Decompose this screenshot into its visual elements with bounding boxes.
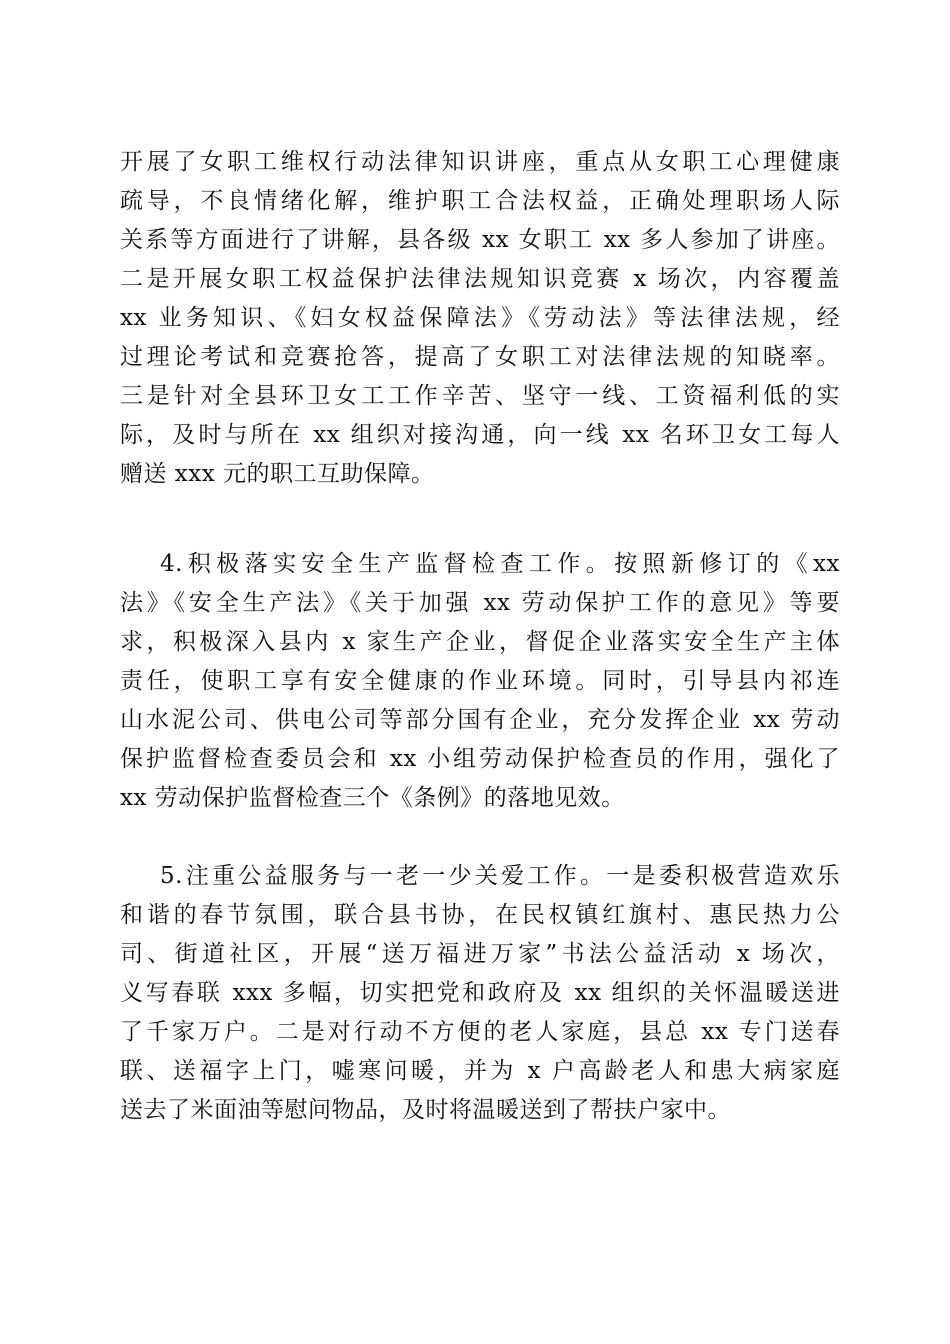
- text-line: 过理论考试和竞赛抢答，提高了女职工对法律法规的知晓率。: [120, 344, 840, 370]
- text-line: xx 业务知识、《妇女权益保障法》《劳动法》等法律法规，经: [120, 305, 840, 331]
- text-line: 了千家万户。二是对行动不方便的老人家庭，县总 xx 专门送春: [120, 1019, 840, 1045]
- text-line: 送去了米面油等慰问物品，及时将温暖送到了帮扶户家中。: [120, 1097, 731, 1123]
- text-line: 司、街道社区，开展“送万福进万家”书法公益活动 x 场次，: [120, 941, 840, 967]
- text-line: 际，及时与所在 xx 组织对接沟通，向一线 xx 名环卫女工每人: [120, 422, 840, 448]
- text-line: 联、送福字上门，嘘寒问暖，并为 x 户高龄老人和患大病家庭: [120, 1058, 840, 1084]
- text-line: 山水泥公司、供电公司等部分国有企业，充分发挥企业 xx 劳动: [120, 707, 840, 733]
- text-line: 义写春联 xxx 多幅，切实把党和政府及 xx 组织的关怀温暖送进: [120, 980, 840, 1006]
- text-line: 求，积极深入县内 x 家生产企业，督促企业落实安全生产主体: [120, 629, 840, 655]
- text-line: 关系等方面进行了讲解，县各级 xx 女职工 xx 多人参加了讲座。: [120, 227, 840, 253]
- text-line: 保护监督检查委员会和 xx 小组劳动保护检查员的作用，强化了: [120, 746, 840, 772]
- paragraph-safety-inspection: [120, 545, 840, 818]
- text-line: 二是开展女职工权益保护法律法规知识竞赛 x 场次，内容覆盖: [120, 266, 840, 292]
- text-line: xx 劳动保护监督检查三个《条例》的落地见效。: [120, 785, 625, 811]
- text-line: 三是针对全县环卫女工工作辛苦、坚守一线、工资福利低的实: [120, 383, 840, 409]
- text-line: 赠送 xxx 元的职工互助保障。: [120, 461, 435, 487]
- text-line: 5.注重公益服务与一老一少关爱工作。一是委积极营造欢乐: [160, 863, 840, 889]
- paragraph-women-rights: [120, 143, 840, 494]
- paragraph-public-welfare: [120, 857, 840, 1130]
- text-line: 疏导，不良情绪化解，维护职工合法权益，正确处理职场人际: [120, 188, 840, 214]
- text-line: 开展了女职工维权行动法律知识讲座，重点从女职工心理健康: [120, 149, 840, 175]
- text-line: 和谐的春节氛围，联合县书协，在民权镇红旗村、惠民热力公: [120, 902, 840, 928]
- text-line: 责任，使职工享有安全健康的作业环境。同时，引导县内祁连: [120, 668, 840, 694]
- text-line: 4.积极落实安全生产监督检查工作。按照新修订的《xx: [160, 551, 840, 577]
- text-line: 法》《安全生产法》《关于加强 xx 劳动保护工作的意见》等要: [120, 590, 840, 616]
